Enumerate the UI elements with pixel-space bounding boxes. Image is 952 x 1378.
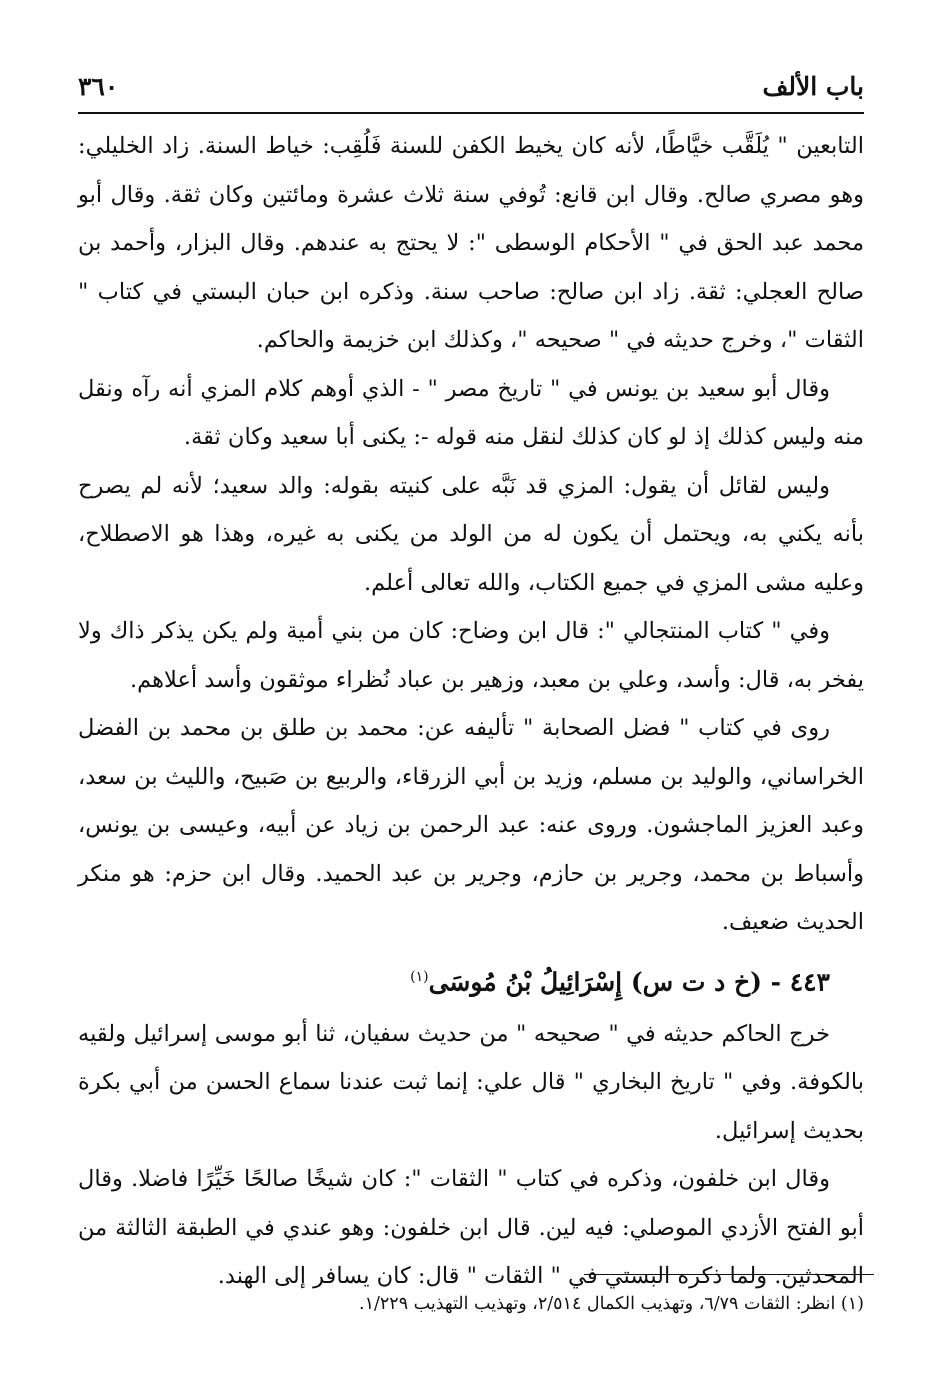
page-number: ٣٦٠ <box>78 71 119 101</box>
paragraph: وقال أبو سعيد بن يونس في " تاريخ مصر " - الذي أوهم كلام المزي أنه رآه ونقل منه وليس كذلك إذ لو كان كذلك لنقل منه قوله -: يكنى أبا سعيد وكان ثقة. <box>78 375 864 450</box>
paragraph: وليس لقائل أن يقول: المزي قد نَبَّه على كنيته بقوله: والد سعيد؛ لأنه لم يصرح بأنه يكني به، ويحتمل أن يكون له من الولد من يكنى به غيره، وهذا هو الاصطلاح، وعليه مشى المزي في جميع الكتاب، والله تعالى أعلم. <box>78 472 864 596</box>
main-text <box>78 122 864 1301</box>
footnote-marker[interactable]: (١) <box>410 968 429 985</box>
paragraph: خرج الحاكم حديثه في " صحيحه " من حديث سفيان، ثنا أبو موسى إسرائيل ولقيه بالكوفة. وفي " تاريخ البخاري " قال علي: إنما ثبت عندنا سماع الحسن من أبي بكرة بحديث إسرائيل. <box>78 1020 864 1144</box>
entry-heading <box>78 951 864 1008</box>
running-head <box>78 66 864 106</box>
paragraph: روى في كتاب " فضل الصحابة " تأليفه عن: محمد بن طلق بن محمد بن الفضل الخراساني، والوليد بن مسلم، وزيد بن أبي الزرقاء، والربيع بن صَبيح، والليث بن سعد، وعبد العزيز الماجشون. وروى عنه: عبد الرحمن بن زياد عن أبيه، وعيسى بن يونس، وأسباط بن محمد، وجرير بن حازم، وجرير بن عبد الحميد. وقال ابن حزم: هو منكر الحديث ضعيف. <box>78 715 864 935</box>
footnote-rule <box>584 1274 874 1275</box>
entry-title: ٤٤٣ - (خ د ت س) إِسْرَائِيلُ بْنُ مُوسَى <box>428 966 830 996</box>
paragraph: وفي " كتاب المنتجالي ": قال ابن وضاح: كان من بني أمية ولم يكن يذكر ذاك ولا يفخر به، قال: وأسد، وعلي بن معبد، وزهير بن عباد نُظراء موثقون وأسد أعلاهم. <box>78 618 864 693</box>
footnote: (١) انظر: الثقات ٦/٧٩، وتهذيب الكمال ٢/٥١٤، وتهذيب التهذيب ١/٢٢٩. <box>359 1294 864 1314</box>
section-title: باب الألف <box>762 71 864 101</box>
paragraph: وقال ابن خلفون، وذكره في كتاب " الثقات ": كان شيخًا صالحًا خَيِّرًا فاضلا. وقال أبو الفتح الأزدي الموصلي: فيه لين. قال ابن خلفون: وهو عندي في الطبقة الثالثة من المحدثين. ولما ذكره البستي في " الثقات " قال: كان يسافر إلى الهند. <box>78 1166 864 1290</box>
header-rule <box>78 112 864 114</box>
paragraph: التابعين " يُلَقَّب خيَّاطًا، لأنه كان يخيط الكفن للسنة فَلُقِب: خياط السنة. زاد الخليلي: وهو مصري صالح. وقال ابن قانع: تُوفي سنة ثلاث عشرة ومائتين وكان ثقة. وقال أبو محمد عبد الحق في " الأحكام الوسطى ": لا يحتج به عندهم. وقال البزار، وأحمد بن صالح العجلي: ثقة. زاد ابن صالح: صاحب سنة. وذكره ابن حبان البستي في كتاب " الثقات "، وخرج حديثه في " صحيحه "، وكذلك ابن خزيمة والحاكم. <box>78 133 864 353</box>
